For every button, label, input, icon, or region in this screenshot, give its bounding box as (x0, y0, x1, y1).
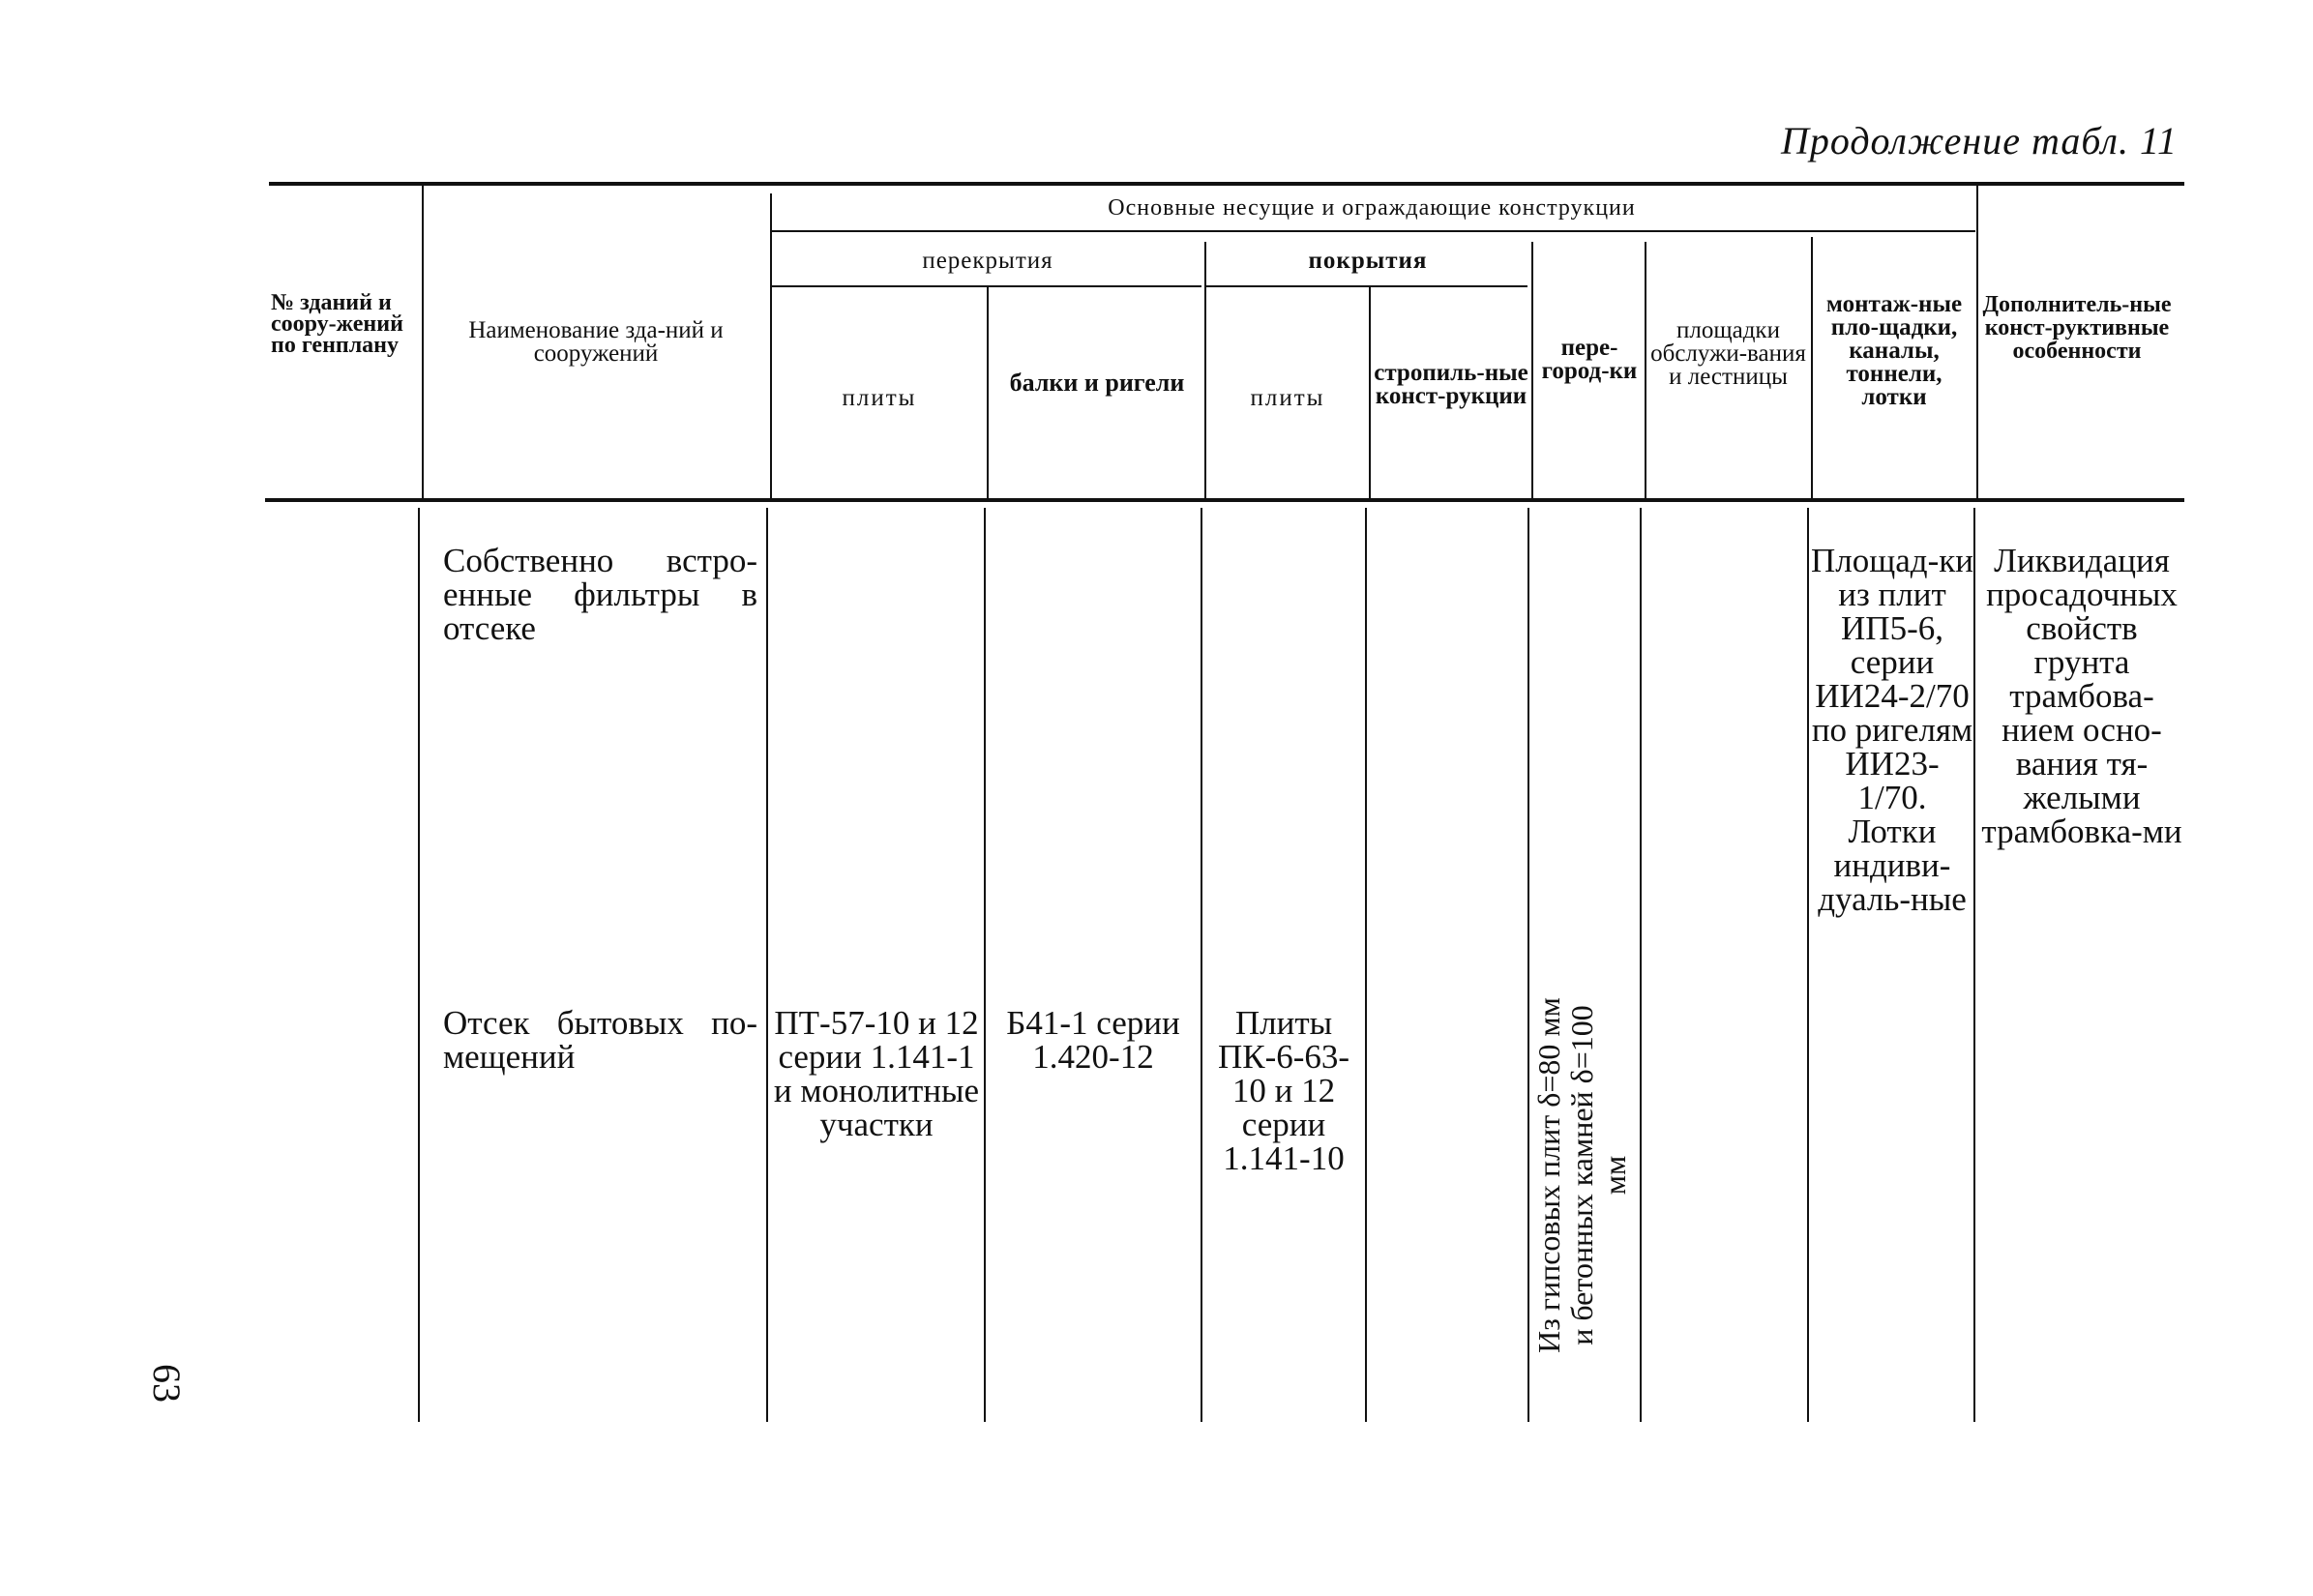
header-number: № зданий и соору-жений по генплану (271, 290, 403, 358)
header-floor-beams: балки и ригели (1009, 369, 1185, 397)
header-group-roof: покрытия (1308, 248, 1428, 274)
body-vline-7 (1640, 508, 1642, 1422)
row2-floor-beams: Б41-1 серии 1.420-12 (1006, 1004, 1180, 1076)
vline-1 (422, 186, 424, 498)
body-vline-3 (984, 508, 986, 1422)
header-bottom-rule (265, 498, 2184, 502)
vline-3 (987, 287, 989, 498)
header-group-main: Основные несущие и ограждающие конструкции (1108, 195, 1636, 221)
vline-4 (1204, 242, 1206, 498)
header-name: Наименование зда-ний и сооружений (468, 317, 724, 367)
vline-9 (1976, 186, 1978, 498)
table-caption: Продолжение табл. 11 (1780, 119, 2178, 163)
vline-7 (1645, 242, 1646, 498)
header-roof-slabs: плиты (1250, 385, 1325, 411)
header-platforms: площадки обслужи-вания и лестницы (1650, 317, 1806, 390)
group-main-underline (770, 230, 1975, 232)
header-mounting: монтаж-ные пло-щадки, каналы, тоннели, лотки (1825, 291, 1963, 410)
roof-underline (1206, 285, 1527, 287)
body-vline-4 (1201, 508, 1202, 1422)
row2-floor-slabs: ПТ-57-10 и 12 серии 1.141-1 и монолитные участки (773, 1004, 980, 1143)
body-vline-1 (418, 508, 420, 1422)
header-roof-trusses: стропиль-ные конст-рукции (1374, 360, 1528, 409)
body-vline-8 (1807, 508, 1809, 1422)
body-vline-2 (766, 508, 768, 1422)
header-additional: Дополнитель-ные конст-руктивные особенности (1982, 292, 2172, 364)
floors-underline (770, 285, 1201, 287)
row2-partitions: Из гипсовых плит δ=80 мм и бетонных камней δ=100 мм (1531, 997, 1632, 1353)
page-number: 63 (145, 1364, 189, 1403)
header-floor-slabs: плиты (842, 385, 917, 411)
row1-mounting: Площад-ки из плит ИП5-6, серии ИИ24-2/70 по ригелям ИИ23-1/70. Лотки индиви-дуаль-ные (1811, 542, 1973, 918)
vline-8 (1811, 237, 1813, 498)
vline-2 (770, 193, 772, 498)
body-vline-9 (1973, 508, 1975, 1422)
header-group-floors: перекрытия (922, 248, 1053, 274)
row1-additional: Ликвидация просадочных свойств грунта трамбова-нием осно-вания тя-желыми трамбовка-ми (1981, 542, 2182, 850)
vline-5 (1369, 287, 1371, 498)
row1-name: Собственно встро-енные фильтры в отсеке (443, 542, 757, 647)
vline-6 (1531, 242, 1533, 498)
body-vline-5 (1365, 508, 1367, 1422)
table-top-rule (269, 182, 2184, 186)
body-vline-6 (1527, 508, 1529, 1422)
header-partitions: пере-город-ки (1541, 335, 1638, 384)
row2-name: Отсек бытовых по-мещений (443, 1004, 757, 1076)
row2-roof-slabs: Плиты ПК-6-63-10 и 12 серии 1.141-10 (1217, 1004, 1350, 1177)
